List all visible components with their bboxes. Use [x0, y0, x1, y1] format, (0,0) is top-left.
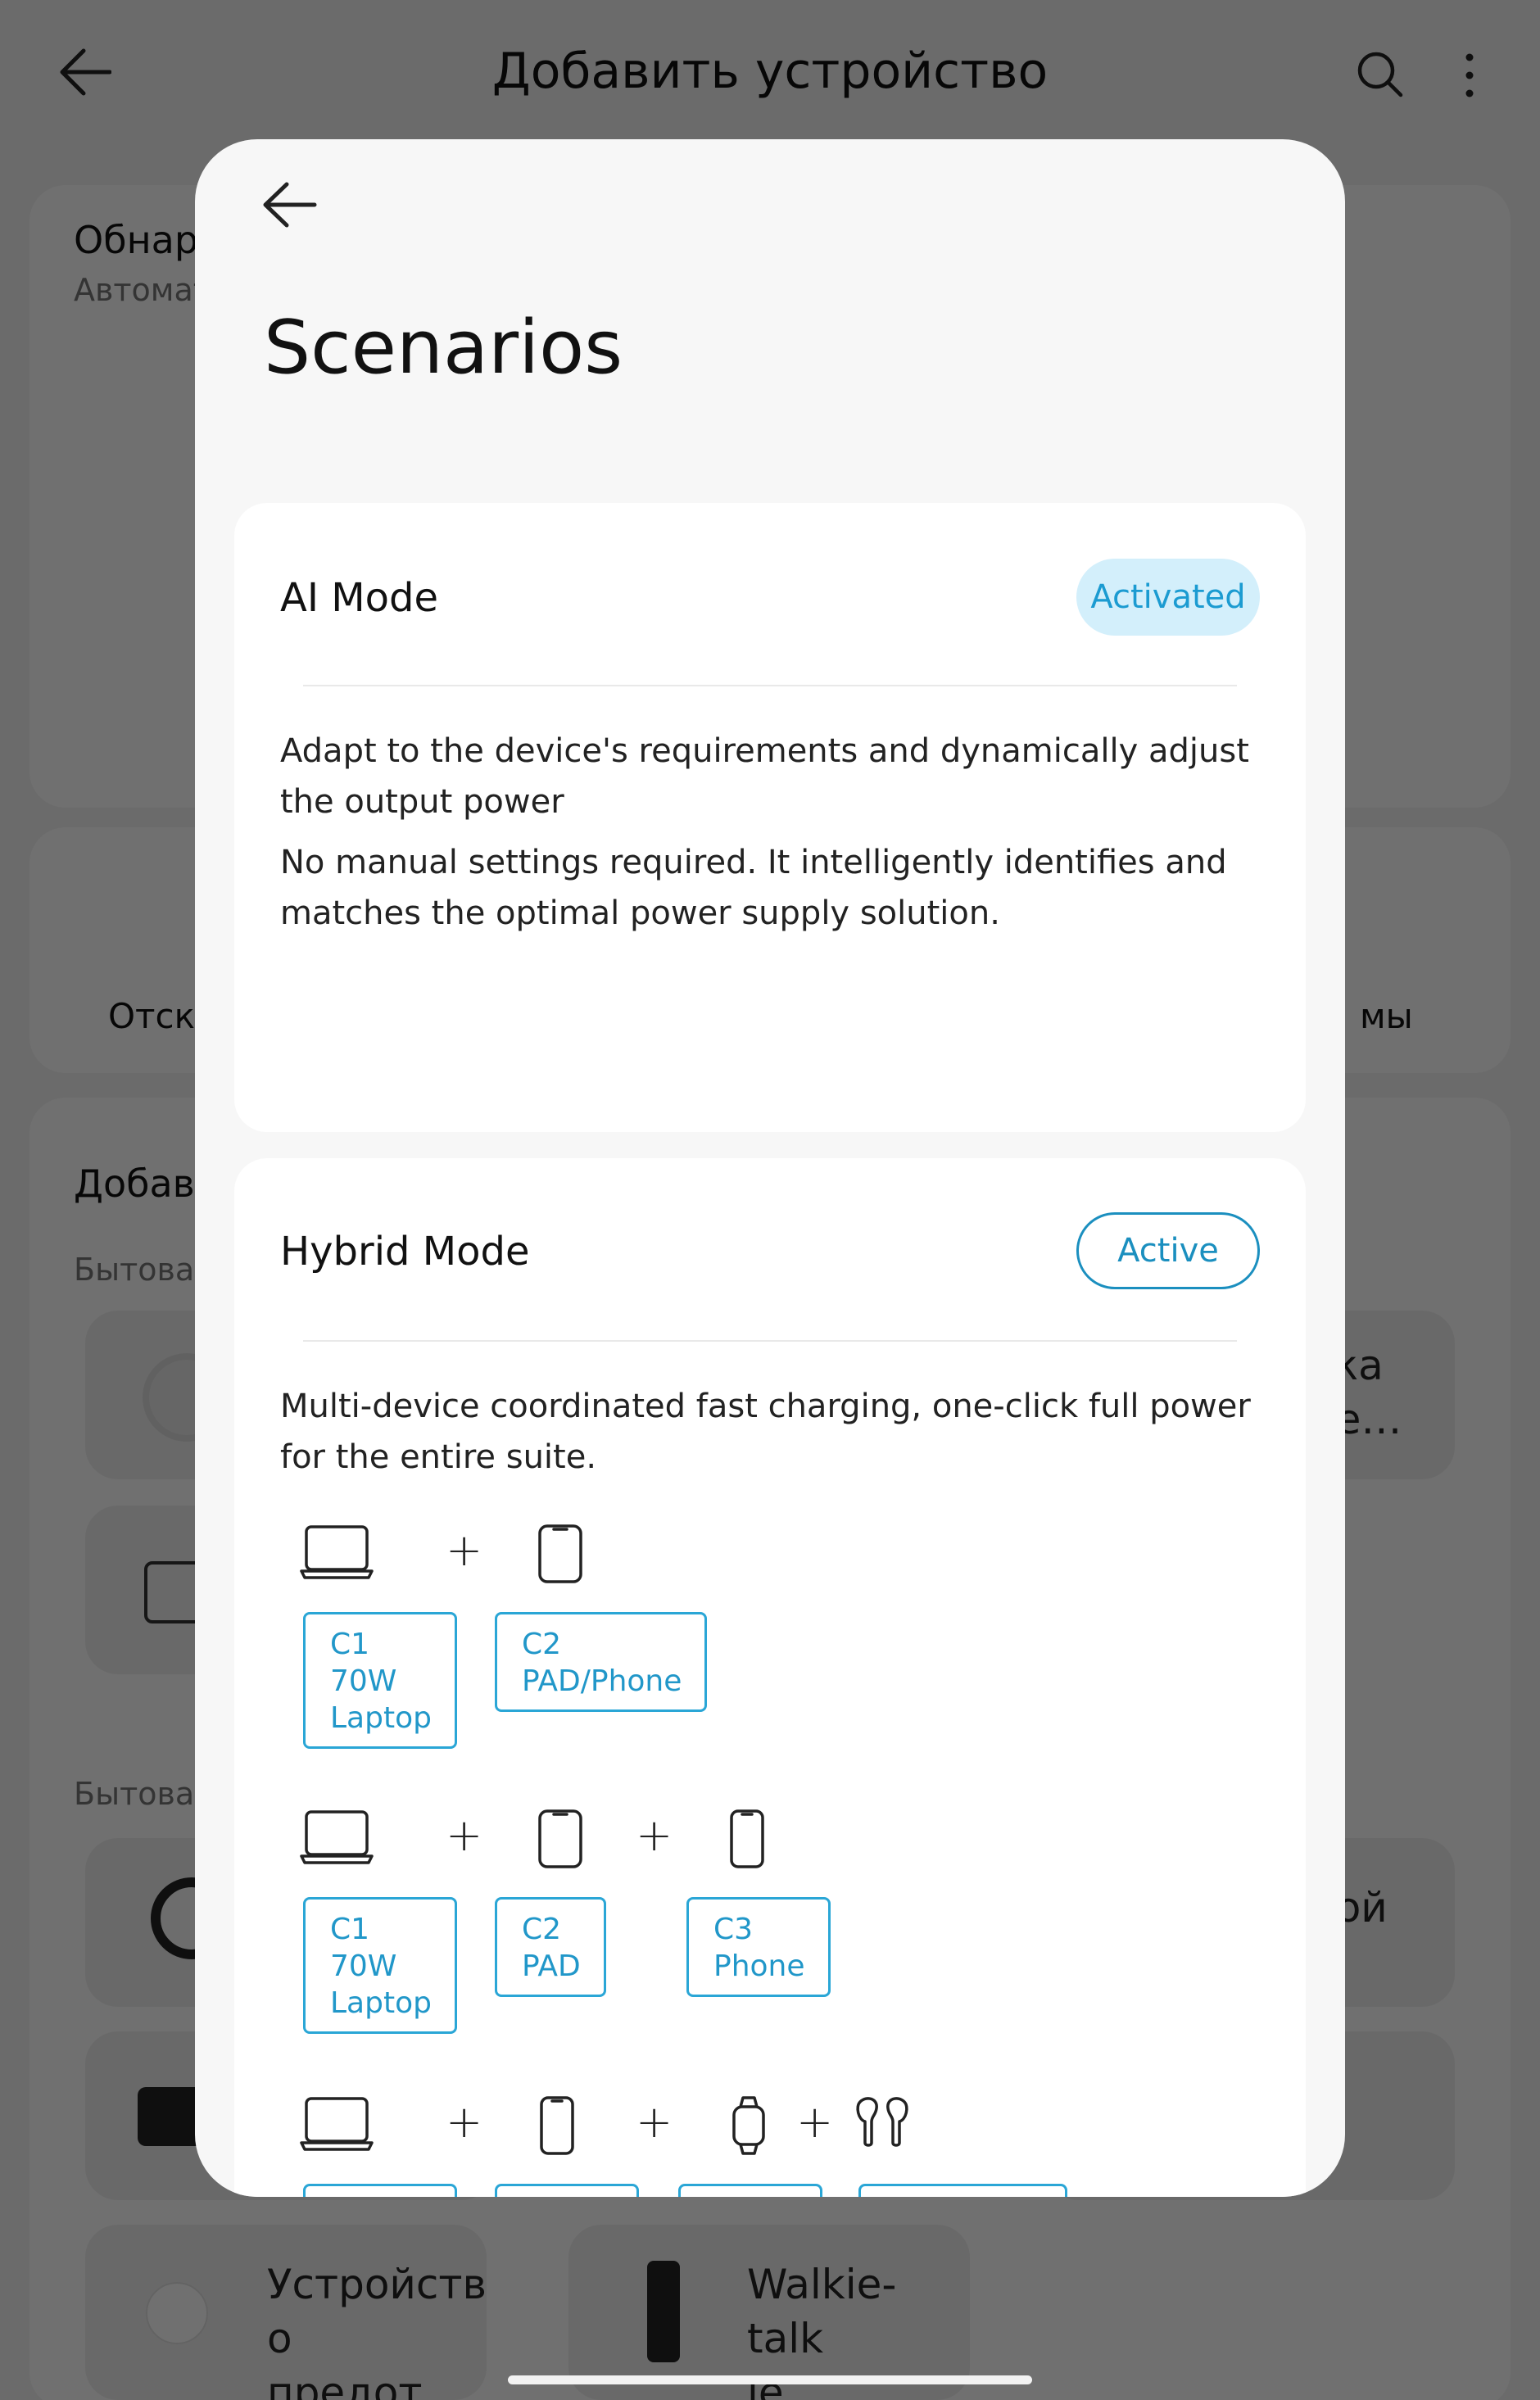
hybrid-mode-card[interactable] — [234, 1158, 1306, 2197]
divider — [303, 1340, 1237, 1342]
home-indicator[interactable] — [508, 2375, 1032, 2384]
port-detail: Laptop — [330, 1701, 432, 1735]
watch-icon — [731, 2095, 767, 2156]
port-name: C1 — [330, 1628, 370, 1661]
ai-mode-title: AI Mode — [280, 575, 439, 621]
ai-mode-card[interactable] — [234, 503, 1306, 1132]
plus-sign: + — [636, 1809, 673, 1861]
port-tag — [495, 1897, 606, 1997]
phone-icon — [539, 2095, 575, 2156]
scenarios-dialog — [195, 139, 1345, 2197]
port-detail: 70W — [330, 1664, 397, 1698]
laptop-icon — [300, 2095, 374, 2153]
plus-sign: + — [796, 2096, 834, 2148]
ai-mode-description-1: Adapt to the device's requirements and dynamically adjust the output power — [280, 732, 1249, 821]
ai-mode-description-2: No manual settings required. It intelligently identifies and matches the optimal power supply solution. — [280, 844, 1227, 932]
port-tag — [303, 2184, 457, 2197]
port-tag — [678, 2184, 822, 2197]
hybrid-mode-description: Multi-device coordinated fast charging, one-click full power for the entire suite. — [280, 1388, 1251, 1476]
plus-sign: + — [446, 1524, 483, 1576]
port-tag — [495, 1612, 707, 1712]
back-arrow-icon[interactable] — [260, 180, 318, 229]
hybrid-mode-status-badge[interactable]: Active — [1076, 1212, 1260, 1289]
hybrid-mode-title: Hybrid Mode — [280, 1229, 530, 1275]
port-detail: 70W — [330, 1949, 397, 1983]
port-tag — [303, 1897, 457, 2034]
dialog-title: Scenarios — [264, 305, 623, 391]
port-name: C3 — [713, 1913, 754, 1946]
port-name: C1 — [330, 1913, 370, 1946]
laptop-icon — [300, 1524, 374, 1581]
tablet-icon — [537, 1524, 583, 1584]
port-detail: Laptop — [330, 1986, 432, 2020]
port-detail: Phone — [713, 1949, 805, 1983]
ai-mode-status-badge[interactable]: Activated — [1076, 559, 1260, 636]
plus-sign: + — [446, 1809, 483, 1861]
port-detail: PAD/Phone — [522, 1664, 682, 1698]
phone-icon — [729, 1809, 765, 1869]
port-name: C2 — [522, 1628, 562, 1661]
port-detail: PAD — [522, 1949, 581, 1983]
plus-sign: + — [446, 2096, 483, 2148]
port-tag — [495, 2184, 639, 2197]
divider — [303, 685, 1237, 686]
plus-sign: + — [636, 2096, 673, 2148]
port-tag — [303, 1612, 457, 1749]
port-tag — [858, 2184, 1067, 2197]
port-tag — [686, 1897, 831, 1997]
tablet-icon — [537, 1809, 583, 1869]
earphones-icon — [854, 2095, 911, 2148]
laptop-icon — [300, 1809, 374, 1866]
port-name: C2 — [522, 1913, 562, 1946]
